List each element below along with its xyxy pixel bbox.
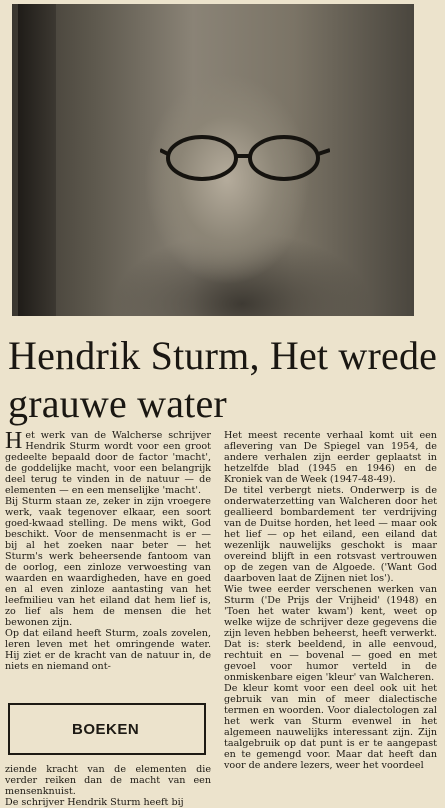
background-post	[18, 4, 56, 316]
author-portrait-photo	[12, 4, 414, 316]
paragraph: Wie twee eerder verschenen werken van Sturm ('De Prijs der Vrijheid' (1948) en 'Toen het water kwam') kent, weet op welke wijze de schrijver deze gegevens die zijn leven hebben beheerst, heeft verwerkt. Dat is: sterk beeldend, in alle eenvoud, rechtuit en — bovenal — goed en met gevoel voor humor verteld in de onmiskenbare eigen 'kleur' van Walcheren.	[224, 584, 437, 683]
paragraph: Het meest recente verhaal komt uit een aflevering van De Spiegel van 1954, de andere verhalen zijn eerder geplaatst in hetzelfde blad (1945 en 1946) en de Kroniek van de Week (1947-48-49).	[224, 430, 437, 485]
paragraph: ziende kracht van de elementen die verder reiken dan de macht van een mensenknuist.	[5, 764, 211, 797]
article-column-left-continued	[5, 764, 211, 808]
section-label: BOEKEN	[72, 720, 140, 738]
paragraph: Het werk van de Walcherse schrijver Hendrik Sturm wordt voor een groot gedeelte bepaald door de factor 'macht', de goddelijke macht, voor een belangrijk deel terug te vinden in de natuur — de elementen — en een menselijke 'macht'.	[5, 428, 211, 496]
article-column-right	[224, 430, 437, 771]
paragraph: Op dat eiland heeft Sturm, zoals zovelen, leren leven met het omringende water. Hij ziet er de kracht van de natuur in, de niets en niemand ont-	[5, 628, 211, 672]
eyeglasses-illustration	[160, 132, 330, 184]
section-label-box	[8, 703, 206, 755]
article-headline: Hendrik Sturm, Het wrede grauwe water	[8, 333, 438, 426]
article-column-left	[5, 430, 211, 672]
paragraph: De kleur komt voor een deel ook uit het gebruik van min of meer dialectische termen en woorden. Voor dialectologen zal het werk van Sturm evenwel in het algemeen nauwelijks interessant zijn. Zijn taalgebruik op dat punt is er te aangepast en te gemengd voor. Maar dat heeft dan voor de andere lezers, weer het voordeel	[224, 683, 437, 771]
paragraph: De schrijver Hendrik Sturm heeft bij	[5, 797, 184, 808]
paragraph: Bij Sturm staan ze, zeker in zijn vroegere werk, vaak tegenover elkaar, een soort goed-kwaad stelling. De mens wikt, God beschikt. Voor de mensenmacht is er — bij al het zoeken naar beter — het Sturm's werk beheersende fantoom van de oorlog, een zinloze verwoesting van waarden en waardigheden, have en goed en al even zinloze aantasting van het leefmilieu van het eiland dat hem lief is, zo lief als hem de mensen die het bewonen zijn.	[5, 496, 211, 628]
drop-cap: H	[5, 428, 23, 454]
paragraph: De titel verbergt niets. Onderwerp is de onderwaterzetting van Walcheren door het geallieerd bombardement ter verdrijving van de Duitse horden, het leed — maar ook het lief — op het eiland, een eiland dat wezenlijk nauwelijks geschokt is maar overeind blijft in een rotsvast vertrouwen op de zegen van de Algoede. ('Want God daarboven laat de Zijnen niet los').	[224, 485, 437, 584]
